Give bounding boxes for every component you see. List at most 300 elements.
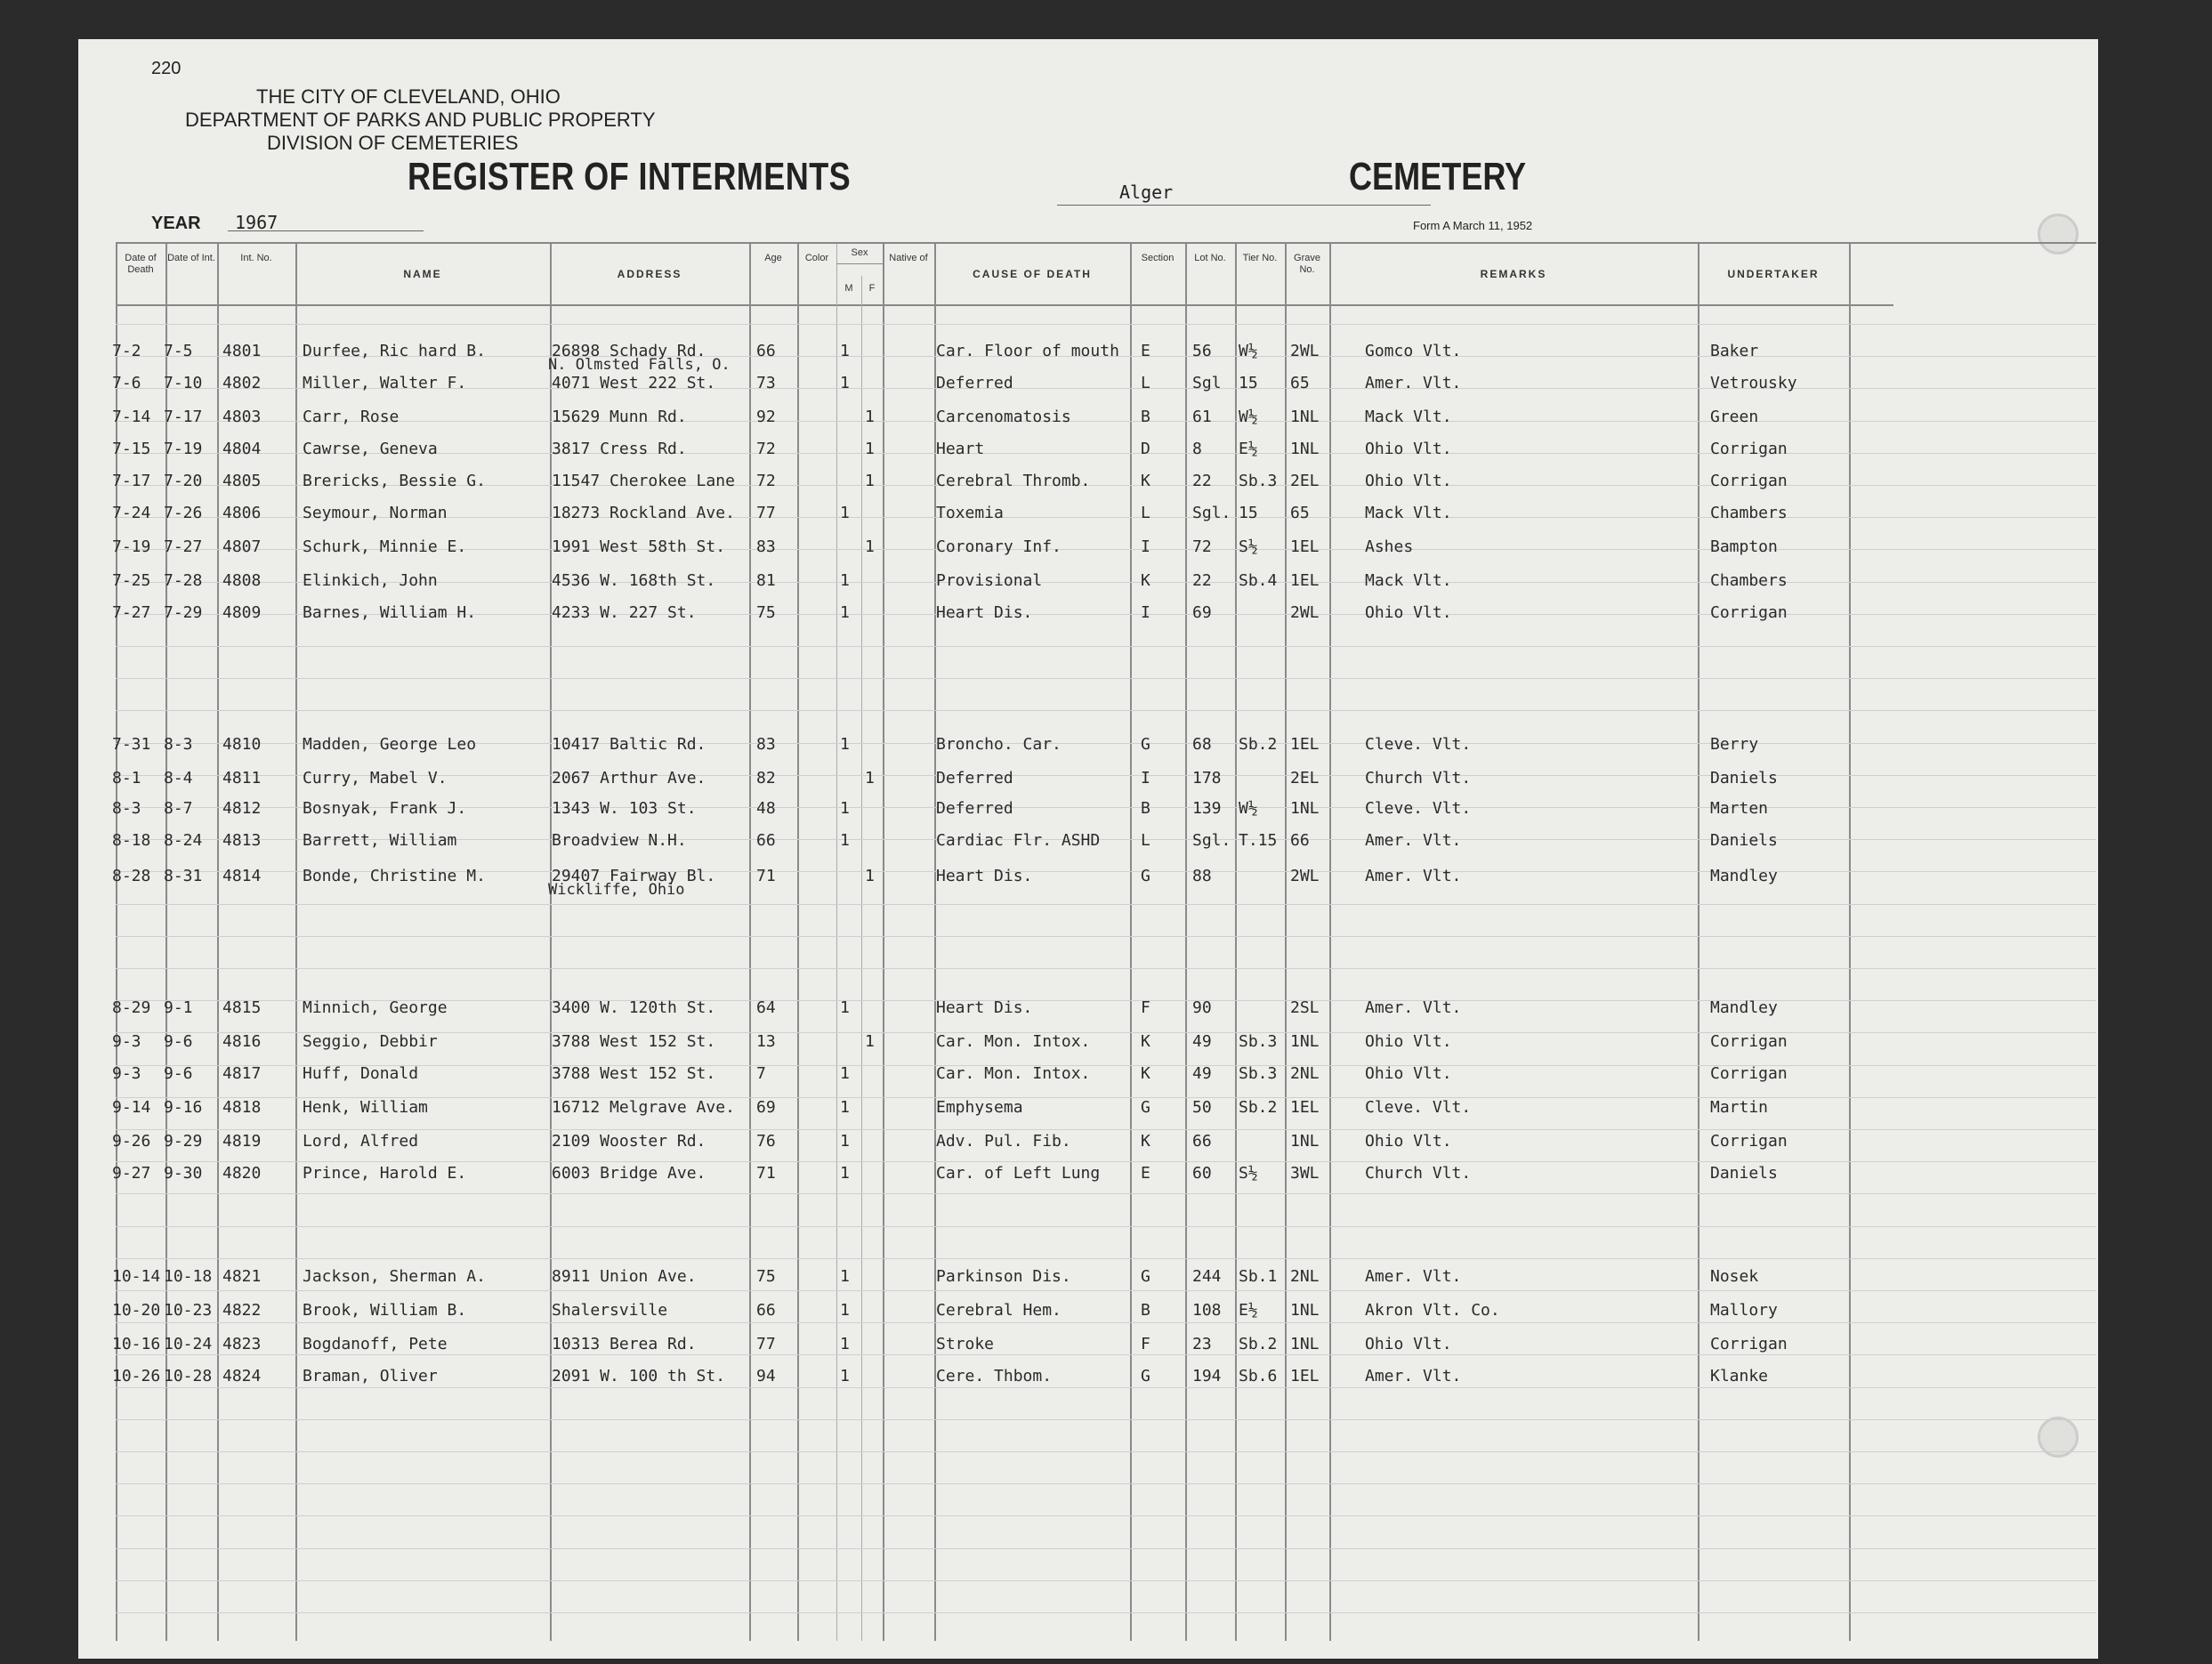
cell-lot-no: 139 bbox=[1192, 799, 1222, 818]
cell-date-of-int: 7-29 bbox=[164, 603, 203, 622]
cell-tier-no: 15 bbox=[1239, 374, 1258, 392]
col-header-color: Color bbox=[804, 253, 829, 263]
col-header-name: NAME bbox=[403, 268, 442, 280]
cell-cause-of-death: Deferred bbox=[936, 799, 1013, 818]
cell-undertaker: Mandley bbox=[1710, 998, 1778, 1017]
cell-int-no: 4818 bbox=[222, 1098, 262, 1117]
cell-grave-no: 66 bbox=[1290, 831, 1310, 850]
cell-cause-of-death: Cerebral Thromb. bbox=[936, 472, 1091, 490]
cell-age: 83 bbox=[756, 735, 776, 754]
cell-remarks: Mack Vlt. bbox=[1365, 571, 1452, 590]
cell-int-no: 4819 bbox=[222, 1132, 262, 1151]
cell-grave-no: 2WL bbox=[1290, 603, 1320, 622]
cell-lot-no: 69 bbox=[1192, 603, 1212, 622]
cell-sex-m: 1 bbox=[840, 374, 850, 392]
cell-date-of-death: 9-14 bbox=[112, 1098, 151, 1117]
cell-grave-no: 2NL bbox=[1290, 1267, 1320, 1286]
cell-age: 77 bbox=[756, 504, 776, 522]
cell-age: 66 bbox=[756, 831, 776, 850]
cell-date-of-int: 9-16 bbox=[164, 1098, 203, 1117]
cell-date-of-int: 9-30 bbox=[164, 1164, 203, 1183]
cell-address: 4071 West 222 St. bbox=[552, 374, 716, 392]
row-rule bbox=[116, 1483, 2096, 1484]
cell-age: 77 bbox=[756, 1335, 776, 1353]
cell-cause-of-death: Provisional bbox=[936, 571, 1043, 590]
cell-cause-of-death: Car. Mon. Intox. bbox=[936, 1064, 1091, 1083]
cell-remarks: Amer. Vlt. bbox=[1365, 1367, 1462, 1385]
cell-tier-no: E½ bbox=[1239, 440, 1258, 458]
year-label: YEAR bbox=[151, 214, 201, 233]
cell-address: 10313 Berea Rd. bbox=[552, 1335, 697, 1353]
cell-address: 10417 Baltic Rd. bbox=[552, 735, 706, 754]
cell-int-no: 4814 bbox=[222, 867, 262, 885]
row-rule bbox=[116, 1612, 2096, 1613]
cell-sex-f: 1 bbox=[865, 440, 875, 458]
cell-section: K bbox=[1141, 1032, 1150, 1051]
cell-address: 3400 W. 120th St. bbox=[552, 998, 716, 1017]
cell-address: Broadview N.H. bbox=[552, 831, 687, 850]
cell-cause-of-death: Deferred bbox=[936, 374, 1013, 392]
cell-name: Elinkich, John bbox=[303, 571, 438, 590]
cell-cause-of-death: Heart Dis. bbox=[936, 603, 1033, 622]
cell-age: 66 bbox=[756, 1301, 776, 1320]
cell-address: 6003 Bridge Ave. bbox=[552, 1164, 706, 1183]
cell-undertaker: Corrigan bbox=[1710, 1132, 1788, 1151]
cell-tier-no: E½ bbox=[1239, 1301, 1258, 1320]
cell-date-of-death: 7-15 bbox=[112, 440, 151, 458]
cell-tier-no: Sb.2 bbox=[1239, 735, 1278, 754]
cell-age: 71 bbox=[756, 867, 776, 885]
cell-section: I bbox=[1141, 537, 1150, 556]
cell-remarks: Cleve. Vlt. bbox=[1365, 735, 1472, 754]
cell-undertaker: Marten bbox=[1710, 799, 1769, 818]
cell-name: Prince, Harold E. bbox=[303, 1164, 467, 1183]
cell-date-of-death: 10-26 bbox=[112, 1367, 161, 1385]
cell-cause-of-death: Coronary Inf. bbox=[936, 537, 1062, 556]
row-rule bbox=[116, 324, 2096, 325]
cell-name: Minnich, George bbox=[303, 998, 448, 1017]
row-rule bbox=[116, 1548, 2096, 1549]
cell-undertaker: Martin bbox=[1710, 1098, 1769, 1117]
cell-date-of-death: 9-26 bbox=[112, 1132, 151, 1151]
cell-lot-no: Sgl. bbox=[1192, 831, 1231, 850]
cell-remarks: Ohio Vlt. bbox=[1365, 1335, 1452, 1353]
cell-remarks: Amer. Vlt. bbox=[1365, 867, 1462, 885]
cell-lot-no: 108 bbox=[1192, 1301, 1222, 1320]
cell-lot-no: 72 bbox=[1192, 537, 1212, 556]
cell-date-of-int: 10-24 bbox=[164, 1335, 213, 1353]
cell-sex-f: 1 bbox=[865, 769, 875, 788]
cell-date-of-death: 9-3 bbox=[112, 1032, 141, 1051]
cell-address: 2067 Arthur Ave. bbox=[552, 769, 706, 788]
form-reference: Form A March 11, 1952 bbox=[1413, 219, 1533, 232]
cell-section: B bbox=[1141, 408, 1150, 426]
cell-tier-no: W½ bbox=[1239, 799, 1258, 818]
cell-date-of-death: 8-3 bbox=[112, 799, 141, 818]
cell-age: 64 bbox=[756, 998, 776, 1017]
cell-address: 15629 Munn Rd. bbox=[552, 408, 687, 426]
row-rule bbox=[116, 968, 2096, 969]
cell-section: E bbox=[1141, 342, 1150, 360]
cell-age: 48 bbox=[756, 799, 776, 818]
row-rule bbox=[116, 1322, 2096, 1323]
cell-section: K bbox=[1141, 472, 1150, 490]
cell-remarks: Ohio Vlt. bbox=[1365, 603, 1452, 622]
col-header-remarks: REMARKS bbox=[1480, 268, 1547, 280]
cell-lot-no: 22 bbox=[1192, 472, 1212, 490]
cell-grave-no: 1NL bbox=[1290, 1301, 1320, 1320]
cell-remarks: Amer. Vlt. bbox=[1365, 374, 1462, 392]
cell-lot-no: 66 bbox=[1192, 1132, 1212, 1151]
cell-grave-no: 1EL bbox=[1290, 735, 1320, 754]
header-rule bbox=[116, 304, 1893, 306]
cell-age: 72 bbox=[756, 440, 776, 458]
cell-sex-m: 1 bbox=[840, 1098, 850, 1117]
cell-date-of-int: 8-4 bbox=[164, 769, 193, 788]
cell-sex-m: 1 bbox=[840, 799, 850, 818]
cell-sex-f: 1 bbox=[865, 1032, 875, 1051]
cell-section: L bbox=[1141, 831, 1150, 850]
cell-address: 16712 Melgrave Ave. bbox=[552, 1098, 735, 1117]
cell-address-line-2: Wickliffe, Ohio bbox=[548, 881, 685, 899]
cell-grave-no: 1EL bbox=[1290, 1367, 1320, 1385]
cell-section: K bbox=[1141, 1132, 1150, 1151]
cell-undertaker: Bampton bbox=[1710, 537, 1778, 556]
row-rule bbox=[116, 1451, 2096, 1452]
cell-sex-m: 1 bbox=[840, 1132, 850, 1151]
page-number: 220 bbox=[151, 59, 182, 78]
cell-sex-m: 1 bbox=[840, 1267, 850, 1286]
cell-undertaker: Corrigan bbox=[1710, 440, 1788, 458]
row-rule bbox=[116, 678, 2096, 679]
cell-date-of-death: 10-20 bbox=[112, 1301, 161, 1320]
col-header-undertaker: UNDERTAKER bbox=[1727, 268, 1820, 280]
cell-int-no: 4808 bbox=[222, 571, 262, 590]
cell-date-of-death: 10-14 bbox=[112, 1267, 161, 1286]
cell-grave-no: 1EL bbox=[1290, 571, 1320, 590]
cell-lot-no: 88 bbox=[1192, 867, 1212, 885]
cell-cause-of-death: Parkinson Dis. bbox=[936, 1267, 1071, 1286]
cell-date-of-death: 8-29 bbox=[112, 998, 151, 1017]
cell-grave-no: 2NL bbox=[1290, 1064, 1320, 1083]
cell-cause-of-death: Heart Dis. bbox=[936, 867, 1033, 885]
cell-undertaker: Corrigan bbox=[1710, 1335, 1788, 1353]
cell-tier-no: Sb.2 bbox=[1239, 1335, 1278, 1353]
cell-address: Shalersville bbox=[552, 1301, 668, 1320]
col-header-date-of-death: Date of Death bbox=[125, 253, 157, 275]
cell-remarks: Amer. Vlt. bbox=[1365, 1267, 1462, 1286]
cell-date-of-int: 7-28 bbox=[164, 571, 203, 590]
cell-address: 3788 West 152 St. bbox=[552, 1064, 716, 1083]
cell-date-of-death: 9-3 bbox=[112, 1064, 141, 1083]
cell-address-line-2: N. Olmsted Falls, O. bbox=[548, 356, 731, 374]
cell-int-no: 4823 bbox=[222, 1335, 262, 1353]
cell-address: 2109 Wooster Rd. bbox=[552, 1132, 706, 1151]
cell-remarks: Mack Vlt. bbox=[1365, 504, 1452, 522]
cell-tier-no: Sb.3 bbox=[1239, 1064, 1278, 1083]
cell-age: 92 bbox=[756, 408, 776, 426]
cell-tier-no: S½ bbox=[1239, 1164, 1258, 1183]
row-rule bbox=[116, 1515, 2096, 1516]
cell-section: F bbox=[1141, 1335, 1150, 1353]
cell-tier-no: Sb.2 bbox=[1239, 1098, 1278, 1117]
cell-lot-no: 23 bbox=[1192, 1335, 1212, 1353]
cell-section: I bbox=[1141, 769, 1150, 788]
register-title: REGISTER OF INTERMENTS bbox=[408, 155, 852, 198]
cell-undertaker: Daniels bbox=[1710, 831, 1778, 850]
row-rule bbox=[116, 1129, 2096, 1130]
col-header-int-no: Int. No. bbox=[240, 253, 272, 263]
cell-date-of-death: 7-24 bbox=[112, 504, 151, 522]
cell-undertaker: Corrigan bbox=[1710, 472, 1788, 490]
row-rule bbox=[116, 1226, 2096, 1227]
cell-name: Madden, George Leo bbox=[303, 735, 477, 754]
cell-section: D bbox=[1141, 440, 1150, 458]
year-line bbox=[228, 230, 424, 231]
cell-date-of-death: 8-28 bbox=[112, 867, 151, 885]
cell-tier-no: W½ bbox=[1239, 342, 1258, 360]
cell-date-of-death: 7-27 bbox=[112, 603, 151, 622]
cell-sex-m: 1 bbox=[840, 1335, 850, 1353]
cell-name: Durfee, Ric hard B. bbox=[303, 342, 486, 360]
cell-cause-of-death: Carcenomatosis bbox=[936, 408, 1071, 426]
cemetery-name: Alger bbox=[1119, 182, 1174, 203]
cell-sex-m: 1 bbox=[840, 1301, 850, 1320]
cell-tier-no: 15 bbox=[1239, 504, 1258, 522]
cell-remarks: Ashes bbox=[1365, 537, 1414, 556]
cell-address: 3788 West 152 St. bbox=[552, 1032, 716, 1051]
col-header-cause-of-death: CAUSE OF DEATH bbox=[973, 268, 1092, 280]
cell-section: K bbox=[1141, 571, 1150, 590]
cell-sex-m: 1 bbox=[840, 735, 850, 754]
cell-int-no: 4822 bbox=[222, 1301, 262, 1320]
cell-int-no: 4813 bbox=[222, 831, 262, 850]
cell-undertaker: Green bbox=[1710, 408, 1759, 426]
cell-sex-m: 1 bbox=[840, 603, 850, 622]
cell-sex-m: 1 bbox=[840, 1367, 850, 1385]
cell-date-of-int: 10-23 bbox=[164, 1301, 213, 1320]
cell-section: F bbox=[1141, 998, 1150, 1017]
cell-lot-no: Sgl. bbox=[1192, 504, 1231, 522]
cell-remarks: Akron Vlt. Co. bbox=[1365, 1301, 1500, 1320]
cell-cause-of-death: Emphysema bbox=[936, 1098, 1023, 1117]
cell-address: 26898 Schady Rd. bbox=[552, 342, 706, 360]
cell-date-of-int: 7-19 bbox=[164, 440, 203, 458]
cell-name: Barnes, William H. bbox=[303, 603, 477, 622]
cell-age: 71 bbox=[756, 1164, 776, 1183]
cell-name: Huff, Donald bbox=[303, 1064, 419, 1083]
cell-age: 82 bbox=[756, 769, 776, 788]
cell-sex-m: 1 bbox=[840, 504, 850, 522]
cell-grave-no: 1NL bbox=[1290, 1032, 1320, 1051]
cell-date-of-int: 7-10 bbox=[164, 374, 203, 392]
cell-int-no: 4810 bbox=[222, 735, 262, 754]
cell-address: 29407 Fairway Bl. bbox=[552, 867, 716, 885]
cell-date-of-death: 8-18 bbox=[112, 831, 151, 850]
cell-lot-no: 68 bbox=[1192, 735, 1212, 754]
cell-name: Curry, Mabel V. bbox=[303, 769, 448, 788]
cell-sex-m: 1 bbox=[840, 342, 850, 360]
cell-date-of-death: 7-14 bbox=[112, 408, 151, 426]
cell-address: 8911 Union Ave. bbox=[552, 1267, 697, 1286]
cell-age: 69 bbox=[756, 1098, 776, 1117]
cell-name: Seggio, Debbir bbox=[303, 1032, 438, 1051]
cell-cause-of-death: Broncho. Car. bbox=[936, 735, 1062, 754]
col-header-age: Age bbox=[764, 253, 782, 263]
cell-int-no: 4801 bbox=[222, 342, 262, 360]
col-header-address: ADDRESS bbox=[617, 268, 682, 280]
cell-undertaker: Corrigan bbox=[1710, 603, 1788, 622]
cell-undertaker: Daniels bbox=[1710, 769, 1778, 788]
cell-date-of-death: 7-19 bbox=[112, 537, 151, 556]
cell-section: K bbox=[1141, 1064, 1150, 1083]
cell-cause-of-death: Heart bbox=[936, 440, 985, 458]
cell-date-of-int: 9-29 bbox=[164, 1132, 203, 1151]
cell-lot-no: 50 bbox=[1192, 1098, 1212, 1117]
cell-age: 73 bbox=[756, 374, 776, 392]
cell-cause-of-death: Car. of Left Lung bbox=[936, 1164, 1101, 1183]
cell-undertaker: Klanke bbox=[1710, 1367, 1769, 1385]
cell-name: Lord, Alfred bbox=[303, 1132, 419, 1151]
cell-undertaker: Vetrousky bbox=[1710, 374, 1797, 392]
cell-undertaker: Mallory bbox=[1710, 1301, 1778, 1320]
cell-date-of-int: 7-17 bbox=[164, 408, 203, 426]
row-rule bbox=[116, 1161, 2096, 1162]
cell-remarks: Cleve. Vlt. bbox=[1365, 1098, 1472, 1117]
cell-date-of-death: 8-1 bbox=[112, 769, 141, 788]
row-rule bbox=[116, 1290, 2096, 1291]
cell-section: B bbox=[1141, 1301, 1150, 1320]
cell-name: Cawrse, Geneva bbox=[303, 440, 438, 458]
cell-date-of-int: 7-5 bbox=[164, 342, 193, 360]
cell-cause-of-death: Cardiac Flr. ASHD bbox=[936, 831, 1101, 850]
col-header-f: F bbox=[868, 283, 876, 294]
cell-tier-no: W½ bbox=[1239, 408, 1258, 426]
cell-name: Schurk, Minnie E. bbox=[303, 537, 467, 556]
cell-cause-of-death: Car. Mon. Intox. bbox=[936, 1032, 1091, 1051]
cell-tier-no: Sb.3 bbox=[1239, 1032, 1278, 1051]
cell-lot-no: 60 bbox=[1192, 1164, 1212, 1183]
cell-age: 76 bbox=[756, 1132, 776, 1151]
cell-address: 4233 W. 227 St. bbox=[552, 603, 697, 622]
cell-date-of-death: 7-6 bbox=[112, 374, 141, 392]
cell-section: G bbox=[1141, 1267, 1150, 1286]
cell-undertaker: Corrigan bbox=[1710, 1032, 1788, 1051]
cell-section: E bbox=[1141, 1164, 1150, 1183]
cell-sex-f: 1 bbox=[865, 472, 875, 490]
cell-int-no: 4820 bbox=[222, 1164, 262, 1183]
cell-grave-no: 65 bbox=[1290, 374, 1310, 392]
cell-name: Brook, William B. bbox=[303, 1301, 467, 1320]
cell-section: I bbox=[1141, 603, 1150, 622]
cell-sex-f: 1 bbox=[865, 867, 875, 885]
cell-name: Jackson, Sherman A. bbox=[303, 1267, 486, 1286]
cell-date-of-int: 9-6 bbox=[164, 1032, 193, 1051]
row-rule bbox=[116, 646, 2096, 647]
row-rule bbox=[116, 1419, 2096, 1420]
cell-sex-f: 1 bbox=[865, 537, 875, 556]
cell-int-no: 4806 bbox=[222, 504, 262, 522]
cell-address: 11547 Cherokee Lane bbox=[552, 472, 735, 490]
cell-date-of-int: 10-18 bbox=[164, 1267, 213, 1286]
cell-name: Bonde, Christine M. bbox=[303, 867, 486, 885]
cell-lot-no: 49 bbox=[1192, 1032, 1212, 1051]
cell-grave-no: 1NL bbox=[1290, 408, 1320, 426]
cell-cause-of-death: Heart Dis. bbox=[936, 998, 1033, 1017]
row-rule bbox=[116, 904, 2096, 905]
cell-section: L bbox=[1141, 504, 1150, 522]
cell-remarks: Mack Vlt. bbox=[1365, 408, 1452, 426]
cell-undertaker: Chambers bbox=[1710, 504, 1788, 522]
cell-grave-no: 2EL bbox=[1290, 472, 1320, 490]
cell-lot-no: Sgl bbox=[1192, 374, 1222, 392]
cell-name: Brericks, Bessie G. bbox=[303, 472, 486, 490]
cell-lot-no: 8 bbox=[1192, 440, 1202, 458]
cell-age: 72 bbox=[756, 472, 776, 490]
cell-name: Carr, Rose bbox=[303, 408, 400, 426]
cell-cause-of-death: Adv. Pul. Fib. bbox=[936, 1132, 1071, 1151]
cell-sex-m: 1 bbox=[840, 571, 850, 590]
cell-grave-no: 65 bbox=[1290, 504, 1310, 522]
cell-age: 13 bbox=[756, 1032, 776, 1051]
cell-int-no: 4805 bbox=[222, 472, 262, 490]
row-rule bbox=[116, 936, 2096, 937]
cell-remarks: Gomco Vlt. bbox=[1365, 342, 1462, 360]
cell-cause-of-death: Cerebral Hem. bbox=[936, 1301, 1062, 1320]
cell-grave-no: 1NL bbox=[1290, 1132, 1320, 1151]
row-rule bbox=[116, 1193, 2096, 1194]
cell-int-no: 4802 bbox=[222, 374, 262, 392]
cell-date-of-int: 8-7 bbox=[164, 799, 193, 818]
cell-lot-no: 49 bbox=[1192, 1064, 1212, 1083]
year-value: 1967 bbox=[235, 212, 279, 233]
cell-date-of-int: 10-28 bbox=[164, 1367, 213, 1385]
cell-date-of-death: 7-17 bbox=[112, 472, 151, 490]
cell-undertaker: Daniels bbox=[1710, 1164, 1778, 1183]
cell-cause-of-death: Cere. Thbom. bbox=[936, 1367, 1053, 1385]
cell-remarks: Amer. Vlt. bbox=[1365, 831, 1462, 850]
cell-address: 3817 Cress Rd. bbox=[552, 440, 687, 458]
cell-age: 7 bbox=[756, 1064, 766, 1083]
cell-remarks: Amer. Vlt. bbox=[1365, 998, 1462, 1017]
cell-grave-no: 1EL bbox=[1290, 1098, 1320, 1117]
cell-lot-no: 90 bbox=[1192, 998, 1212, 1017]
register-table bbox=[112, 242, 2096, 1641]
cell-age: 66 bbox=[756, 342, 776, 360]
cell-grave-no: 1EL bbox=[1290, 537, 1320, 556]
cell-int-no: 4821 bbox=[222, 1267, 262, 1286]
cell-grave-no: 2WL bbox=[1290, 342, 1320, 360]
city-heading: THE CITY OF CLEVELAND, OHIO bbox=[256, 85, 561, 108]
cell-undertaker: Baker bbox=[1710, 342, 1759, 360]
cell-tier-no: Sb.3 bbox=[1239, 472, 1278, 490]
cell-name: Braman, Oliver bbox=[303, 1367, 438, 1385]
cell-age: 94 bbox=[756, 1367, 776, 1385]
cell-int-no: 4812 bbox=[222, 799, 262, 818]
cell-lot-no: 244 bbox=[1192, 1267, 1222, 1286]
cell-int-no: 4803 bbox=[222, 408, 262, 426]
cell-age: 75 bbox=[756, 1267, 776, 1286]
cell-int-no: 4804 bbox=[222, 440, 262, 458]
cell-remarks: Ohio Vlt. bbox=[1365, 1132, 1452, 1151]
cell-sex-f: 1 bbox=[865, 408, 875, 426]
cell-section: G bbox=[1141, 735, 1150, 754]
cell-date-of-int: 8-24 bbox=[164, 831, 203, 850]
col-header-sex: Sex bbox=[851, 247, 868, 258]
cell-address: 4536 W. 168th St. bbox=[552, 571, 716, 590]
cell-lot-no: 61 bbox=[1192, 408, 1212, 426]
cell-date-of-death: 10-16 bbox=[112, 1335, 161, 1353]
